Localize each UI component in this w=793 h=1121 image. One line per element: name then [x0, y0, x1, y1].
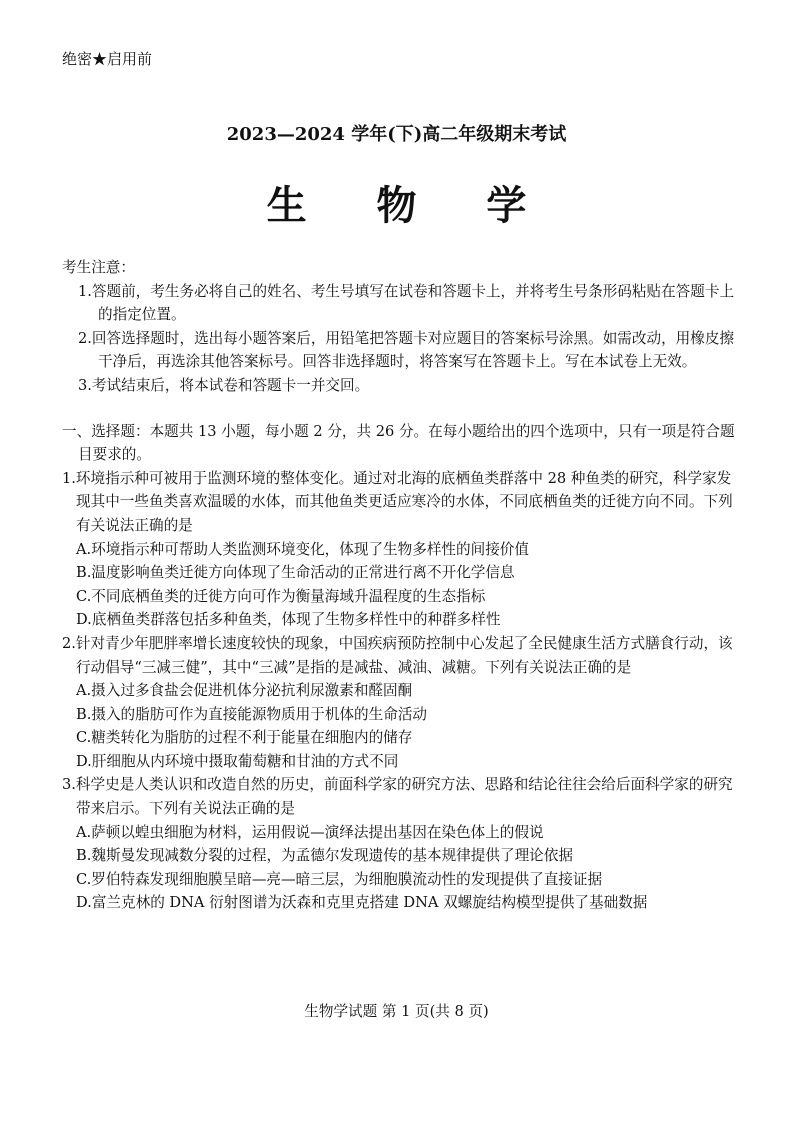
secret-label: 绝密★启用前: [62, 50, 153, 68]
question-1-option-c: C.不同底栖鱼类的迁徙方向可作为衡量海域升温程度的生态指标: [76, 587, 486, 605]
notice-item-2: 2.回答选择题时，选出每小题答案后，用铅笔把答题卡对应题目的答案标号涂黑。如需改动，用橡皮擦干净后，再选涂其他答案标号。回答非选择题时，将答案写在答题卡上。写在本试卷上无效。: [78, 329, 735, 371]
question-3-stem: 3.科学史是人类认识和改造自然的历史，前面科学家的研究方法、思路和结论往往会给后面科学家的研究带来启示。下列有关说法正确的是: [62, 776, 733, 818]
page-footer: 生物学试题 第 1 页(共 8 页): [304, 1003, 489, 1020]
question-1-option-b: B.温度影响鱼类迁徙方向体现了生命活动的正常进行离不开化学信息: [76, 564, 515, 582]
question-1-option-d: D.底栖鱼类群落包括多种鱼类，体现了生物多样性中的种群多样性: [76, 611, 501, 629]
notice-item-3: 3.考试结束后，将本试卷和答题卡一并交回。: [78, 376, 370, 394]
question-2-option-c: C.糖类转化为脂肪的过程不利于能量在细胞内的储存: [76, 729, 413, 747]
notice-title: 考生注意：: [62, 259, 135, 276]
question-3-option-c: C.罗伯特森发现细胞膜呈暗—亮—暗三层，为细胞膜流动性的发现提供了直接证据: [76, 870, 603, 888]
question-3-option-b: B.魏斯曼发现减数分裂的过程，为孟德尔发现遗传的基本规律提供了理论依据: [76, 847, 573, 865]
spacer: [62, 398, 738, 420]
question-1-stem: 1.环境指示种可被用于监测环境的整体变化。通过对北海的底栖鱼类群落中 28 种鱼类的研究，科学家发现其中一些鱼类喜欢温暖的水体，而其他鱼类更适应寒冷的水体，不同底栖鱼类的迁徙方向不同。下列有关说法正确的是: [62, 469, 733, 534]
question-2-option-d: D.肝细胞从内环境中摄取葡萄糖和甘油的方式不同: [76, 752, 399, 770]
question-2-option-b: B.摄入的脂肪可作为直接能源物质用于机体的生命活动: [76, 705, 428, 723]
notice-item-1: 1.答题前，考生务必将自己的姓名、考生号填写在试卷和答题卡上，并将考生号条形码粘贴在答题卡上的指定位置。: [78, 282, 735, 324]
question-2-option-a: A.摄入过多食盐会促进机体分泌抗利尿激素和醛固酮: [76, 682, 413, 700]
question-3-option-d: D.富兰克林的 DNA 衍射图谱为沃森和克里克搭建 DNA 双螺旋结构模型提供了基础数据: [76, 894, 648, 912]
exam-body: [62, 256, 738, 915]
question-1-option-a: A.环境指示种可帮助人类监测环境变化，体现了生物多样性的间接价值: [76, 540, 529, 558]
question-3-option-a: A.萨顿以蝗虫细胞为材料，运用假说—演绎法提出基因在染色体上的假说: [76, 823, 544, 841]
subject-title: 生 物 学: [266, 182, 555, 229]
exam-title: 2023—2024 学年(下)高二年级期末考试: [226, 124, 567, 145]
question-2-stem: 2.针对青少年肥胖率增长速度较快的现象，中国疾病预防控制中心发起了全民健康生活方式膳食行动，该行动倡导“三减三健”，其中“三减”是指的是减盐、减油、减糖。下列有关说法正确的是: [62, 634, 733, 676]
section-heading: 一、选择题：本题共 13 小题，每小题 2 分，共 26 分。在每小题给出的四个选项中，只有一项是符合题目要求的。: [62, 422, 735, 464]
